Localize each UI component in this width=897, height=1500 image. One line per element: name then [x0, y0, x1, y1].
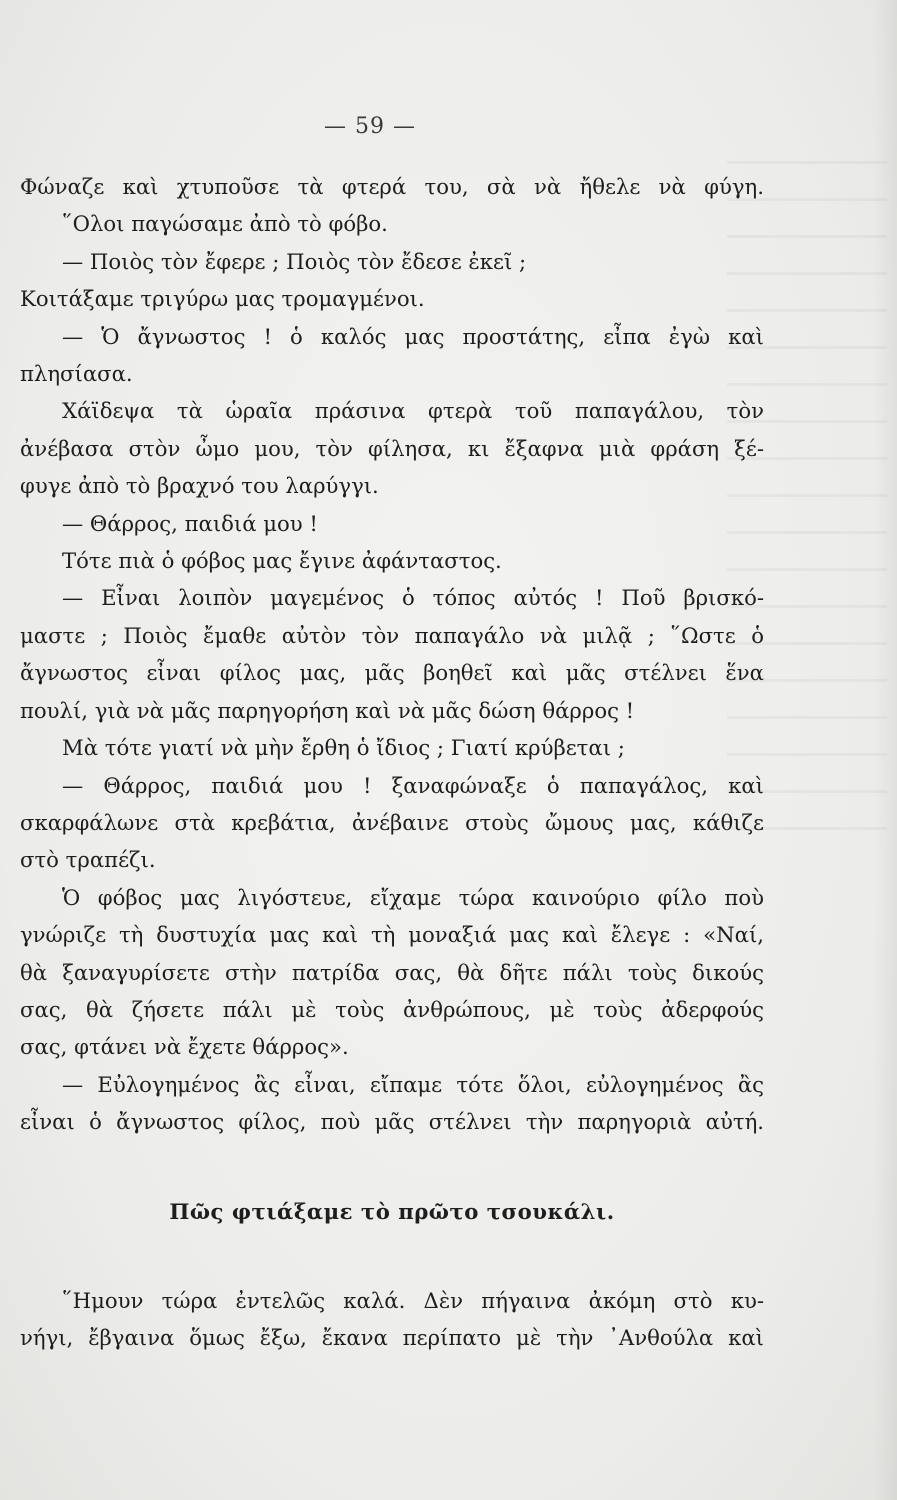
text-line: Χάϊδεψα τὰ ὡραῖα πράσινα φτερὰ τοῦ παπαγάλου, τὸν	[62, 398, 764, 424]
text-line: — Εἶναι λοιπὸν μαγεμένος ὁ τόπος αὐτός ! Ποῦ βρισκό-	[62, 585, 764, 611]
text-line: θὰ ξαναγυρίσετε στὴν πατρίδα σας, θὰ δῆτε πάλι τοὺς δικούς	[20, 959, 764, 985]
text-line: εἶναι ὁ ἄγνωστος φίλος, ποὺ μᾶς στέλνει τὴν παρηγοριὰ αὐτή.	[20, 1109, 764, 1135]
text-line: — Θάρρος, παιδιά μου ! ξαναφώναξε ὁ παπαγάλος, καὶ	[62, 772, 764, 798]
text-line: σκαρφάλωνε στὰ κρεβάτια, ἀνέβαινε στοὺς ὤμους μας, κάθιζε	[20, 809, 764, 835]
text-line: ῞Ημουν τώρα ἐντελῶς καλά. Δὲν πήγαινα ἀκόμη στὸ κυ-	[62, 1287, 764, 1313]
text-line: — Θάρρος, παιδιά μου !	[62, 510, 318, 536]
text-line: μαστε ; Ποιὸς ἔμαθε αὐτὸν τὸν παπαγάλο νὰ μιλᾷ ; ῞Ωστε ὁ	[20, 622, 764, 648]
text-line: Φώναζε καὶ χτυποῦσε τὰ φτερά του, σὰ νὰ ἤθελε νὰ φύγη.	[20, 174, 764, 199]
page-edge-shadow	[873, 0, 897, 1500]
page-number: — 59 —	[324, 114, 416, 139]
text-line: Μὰ τότε γιατί νὰ μὴν ἔρθη ὁ ἴδιος ; Γιατί κρύβεται ;	[62, 735, 625, 761]
text-line: ῞Ολοι παγώσαμε ἀπὸ τὸ φόβο.	[62, 211, 388, 237]
text-line: — Ποιὸς τὸν ἔφερε ; Ποιὸς τὸν ἔδεσε ἐκεῖ ;	[62, 248, 527, 274]
text-line: ἀνέβασα στὸν ὦμο μου, τὸν φίλησα, κι ἔξαφνα μιὰ φράση ξέ-	[20, 435, 764, 461]
text-line: πουλί, γιὰ νὰ μᾶς παρηγορήση καὶ νὰ μᾶς δώση θάρρος !	[20, 697, 635, 723]
text-line: πλησίασα.	[20, 361, 133, 387]
text-line: Τότε πιὰ ὁ φόβος μας ἔγινε ἀφάνταστος.	[62, 548, 502, 574]
text-line: — Ὁ ἄγνωστος ! ὁ καλός μας προστάτης, εἶπα ἐγὼ καὶ	[62, 323, 764, 349]
text-line: φυγε ἀπὸ τὸ βραχνό του λαρύγγι.	[20, 473, 379, 499]
text-line: νήγι, ἔβγαινα ὅμως ἔξω, ἔκανα περίπατο μὲ τὴν ᾿Ανθούλα καὶ	[20, 1325, 764, 1351]
text-line: στὸ τραπέζι.	[20, 847, 156, 873]
text-line: γνώριζε τὴ δυστυχία μας καὶ τὴ μοναξιά μας καὶ ἔλεγε : «Ναί,	[20, 922, 764, 948]
text-line: ἄγνωστος εἶναι φίλος μας, μᾶς βοηθεῖ καὶ μᾶς στέλνει ἕνα	[20, 660, 764, 686]
body-text	[20, 168, 764, 1357]
text-line: σας, θὰ ζήσετε πάλι μὲ τοὺς ἀνθρώπους, μὲ τοὺς ἀδερφούς	[20, 996, 764, 1022]
text-line: σας, φτάνει νὰ ἔχετε θάρρος».	[20, 1034, 349, 1060]
text-line: — Εὐλογημένος ἂς εἶναι, εἴπαμε τότε ὅλοι, εὐλογημένος ἂς	[62, 1071, 764, 1097]
section-heading: Πῶς φτιάξαμε τὸ πρῶτο τσουκάλι.	[169, 1198, 615, 1224]
text-line: Ὁ φόβος μας λιγόστευε, εἴχαμε τώρα καινούριο φίλο ποὺ	[62, 884, 764, 910]
text-line: Κοιτάξαμε τριγύρω μας τρομαγμένοι.	[20, 286, 425, 312]
